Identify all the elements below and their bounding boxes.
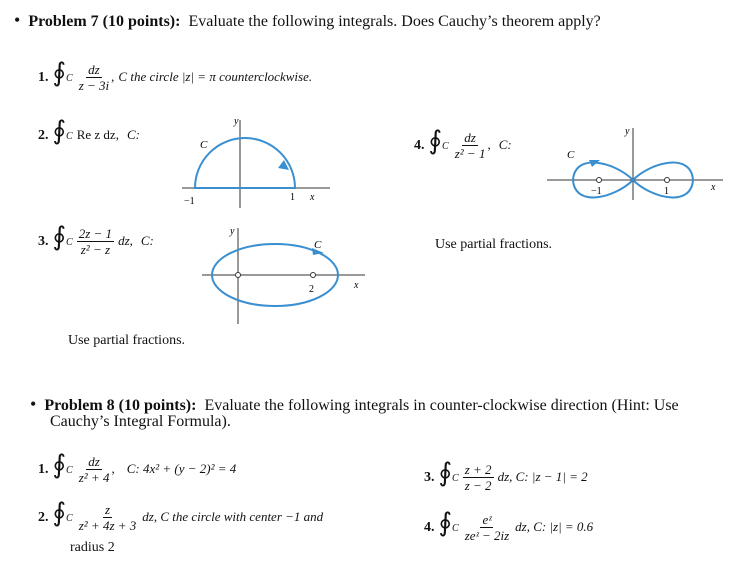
denominator: zeᶻ − 2iz — [464, 527, 510, 543]
bullet-icon: • — [30, 394, 37, 414]
contour-subscript: C — [66, 131, 73, 142]
comma: , — [111, 461, 115, 476]
denominator: z² + 4z + 3 — [78, 517, 137, 533]
item-number: 1. — [38, 70, 49, 85]
problem8-title: Problem 8 (10 points): — [44, 397, 197, 414]
semicircle-path — [195, 138, 295, 188]
comma: , — [487, 137, 491, 152]
contour-integral-symbol: ∮ — [428, 126, 443, 155]
y-label: y — [625, 126, 630, 137]
integrand-fraction — [77, 453, 115, 485]
numerator: eᶻ — [482, 511, 492, 527]
x-label: x — [354, 280, 359, 291]
contour-description: dz, C: |z| = 0.6 — [515, 519, 594, 534]
numerator: dz — [88, 453, 100, 469]
item-number: 1. — [38, 462, 49, 477]
contour-description: dz, C the circle with center −1 and — [142, 509, 324, 524]
integrand-fraction — [77, 62, 111, 93]
item-number: 2. — [38, 510, 49, 525]
denominator: z − 3i — [78, 77, 110, 93]
integrand-fraction — [77, 226, 114, 257]
point-2 — [311, 273, 316, 278]
contour-label: C: — [126, 127, 140, 142]
denominator: z − 2 — [464, 477, 492, 493]
p8-item2 — [38, 500, 323, 533]
item-number: 3. — [424, 470, 435, 485]
contour-description: dz, C: |z − 1| = 2 — [497, 469, 588, 484]
item-number: 3. — [38, 234, 49, 249]
denominator: z² − z — [80, 241, 111, 257]
problem7-text: Evaluate the following integrals. Does Cauchy’s theorem apply? — [188, 13, 601, 30]
contour-subscript: C — [66, 73, 73, 84]
p7-item2 — [38, 118, 140, 144]
contour-integral-symbol: ∮ — [52, 116, 67, 145]
item-number: 4. — [424, 520, 435, 535]
p8-item4 — [424, 510, 593, 543]
figure-eight-contour-graph — [545, 120, 730, 210]
tick-minus1: −1 — [591, 186, 602, 197]
contour-subscript: C — [452, 523, 459, 534]
p7-item3-hint: Use partial fractions. — [68, 333, 186, 348]
integrand: Re z dz, — [76, 127, 119, 142]
tick-1: 1 — [664, 186, 669, 197]
problem8-heading-line — [30, 394, 679, 415]
integrand-fraction — [463, 462, 494, 493]
contour-description: C the circle |z| = π counterclockwise. — [118, 69, 313, 84]
contour-subscript: C — [66, 465, 73, 476]
p7-item1 — [38, 60, 312, 93]
numerator: dz — [88, 61, 100, 77]
ellipse-contour-graph — [200, 222, 370, 327]
contour-integral-symbol: ∮ — [438, 508, 453, 537]
numerator: dz — [464, 129, 476, 145]
contour-integral-symbol: ∮ — [52, 450, 67, 479]
problem8-text: Evaluate the following integrals in counter-clockwise direction (Hint: Use — [204, 397, 679, 414]
p7-item4 — [414, 128, 512, 161]
integrand-fraction — [77, 502, 139, 533]
problem8-text-line2: Cauchy’s Integral Formula). — [50, 413, 231, 430]
numerator: z + 2 — [464, 461, 492, 477]
semicircle-contour-graph — [180, 112, 340, 212]
contour-subscript: C — [442, 141, 449, 152]
denominator: z² + 4 — [78, 469, 110, 485]
tick-1: 1 — [290, 192, 295, 203]
contour-integral-symbol: ∮ — [438, 458, 453, 487]
contour-subscript: C — [452, 473, 459, 484]
integrand-fraction — [453, 129, 491, 161]
contour-description: C: 4x² + (y − 2)² = 4 — [126, 461, 237, 476]
problem7-heading-line — [14, 10, 601, 31]
c-label: C — [567, 149, 575, 161]
numerator: 2z − 1 — [78, 225, 113, 241]
bullet-icon: • — [14, 10, 21, 30]
contour-description-line2: radius 2 — [70, 540, 115, 555]
contour-subscript: C — [66, 237, 73, 248]
contour-integral-symbol: ∮ — [52, 58, 67, 87]
comma: , — [111, 69, 115, 84]
p8-item3 — [424, 460, 588, 493]
c-label: C — [200, 139, 208, 151]
x-label: x — [310, 192, 315, 203]
tick-minus1: −1 — [184, 196, 195, 207]
point-0 — [236, 273, 241, 278]
x-label: x — [711, 182, 716, 193]
point-1 — [665, 178, 670, 183]
tick-2: 2 — [309, 284, 314, 295]
differential: dz, — [118, 233, 133, 248]
contour-integral-symbol: ∮ — [52, 498, 67, 527]
p7-item4-hint: Use partial fractions. — [435, 237, 553, 252]
contour-label: C: — [140, 233, 154, 248]
y-label: y — [230, 226, 235, 237]
contour-label: C: — [498, 137, 512, 152]
c-label: C — [314, 239, 322, 251]
item-number: 4. — [414, 138, 425, 153]
denominator: z² − 1 — [454, 145, 486, 161]
numerator: z — [104, 501, 111, 517]
y-label: y — [234, 116, 239, 127]
contour-integral-symbol: ∮ — [52, 222, 67, 251]
problem7-title: Problem 7 (10 points): — [28, 13, 181, 30]
p7-item3 — [38, 224, 154, 257]
item-number: 2. — [38, 128, 49, 143]
integrand-fraction — [463, 512, 511, 543]
contour-subscript: C — [66, 513, 73, 524]
point-minus1 — [597, 178, 602, 183]
p8-item1 — [38, 452, 236, 485]
